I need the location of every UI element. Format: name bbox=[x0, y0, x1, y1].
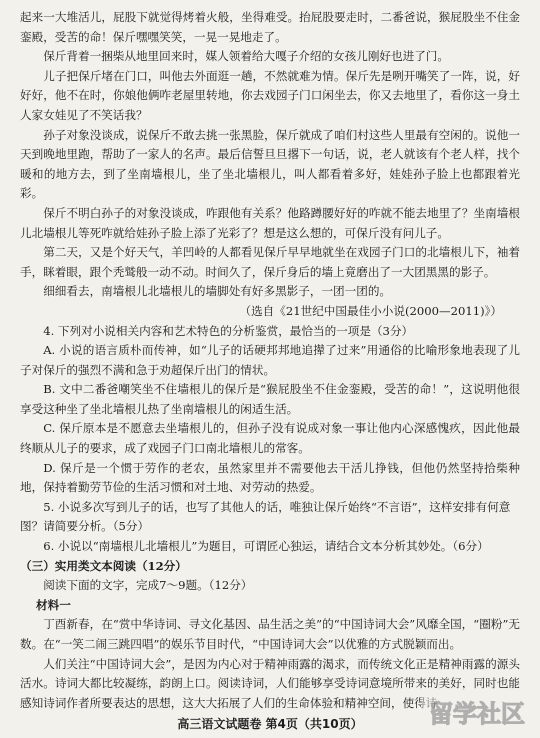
section-3-title: （三）实用类文本阅读（12分） bbox=[20, 558, 187, 573]
watermark-text: 留学社区 bbox=[429, 700, 525, 728]
story-paragraph: 儿子把保斤堵在门口，叫他去外面逛一趟，不然就难为情。保斤先是咧开嘴笑了一阵，说，好好好，他不在时，你娘他俩咋老屋里转地，你去戏园子门口闲坐去，你又去地里了，看你这一身土人家女娃见了不笑话我？ bbox=[20, 68, 520, 122]
story-paragraph: 保斤背着一捆柴从地里回来时，媒人领着给大嘎子介绍的女孩儿刚好也进了门。 bbox=[43, 49, 449, 64]
story-paragraph: 起来一大堆活儿，屁股下就觉得烤着火般，坐得难受。抬屁股要走时，二番爸说，猴屁股坐不住金銮殿，受苦的命！保斤嘿嘿笑笑，一晃一晃地走了。 bbox=[20, 10, 520, 44]
story-source: （选自《21世纪中国最佳小小说(2000—2011)》） bbox=[239, 303, 502, 318]
question-6: 6. 小说以“南墙根儿北墙根儿”为题目，可谓匠心独运，请结合文本分析其妙处。（6分） bbox=[43, 539, 489, 554]
question-4-option-b: B. 文中二番爸嘲笑坐不住墙根儿的保斤是“猴屁股坐不住金銮殿，受苦的命！”，这说明他很享受这种坐了坐北墙根儿热了坐南墙根儿的闲适生活。 bbox=[20, 382, 520, 416]
section-3-instruction: 阅读下面的文字，完成7～9题。（12分） bbox=[43, 578, 253, 593]
question-4-option-d: D. 保斤是一个惯于劳作的老农，虽然家里并不需要他去干活儿挣钱，但他仍然坚持拾柴种地，保持着勤劳节俭的生活习惯和对土地、对劳动的热爱。 bbox=[20, 460, 520, 495]
page-footer: 高三语文试题卷 第4页（共10页） bbox=[177, 717, 363, 731]
story-paragraph: 第二天，又是个好天气，羊凹岭的人都看见保斤早早地就坐在戏园子门口的北墙根儿下，袖着手，眯着眼，跟个秃鹫般一动不动。时间久了，保斤身后的墙上竟磨出了一大团黑黑的影子。 bbox=[20, 245, 520, 279]
material-label: 材料一 bbox=[36, 597, 71, 612]
story-paragraph: 细细看去，南墙根儿北墙根儿的墙脚处有好多黑影子，一团一团的。 bbox=[43, 284, 392, 299]
material-paragraph: 丁酉新春，在“赏中华诗词、寻文化基因、品生活之美”的“中国诗词大会”风靡全国，“圈粉”无数。在“一笑二闹三跳四唱”的娱乐节目时代，“中国诗词大会”以优雅的方式脱颖而出。 bbox=[20, 617, 520, 651]
watermark-logo-icon bbox=[422, 688, 532, 736]
story-paragraph: 保斤不明白孙子的对象没谈成，咋跟他有关系？他路蹲腰好好的咋就不能去地里了？坐南墙根儿北墙根儿等死咋就给娃孙子脸上添了光彩了？想是这么想的，可保斤没有问儿子。 bbox=[20, 205, 520, 240]
question-4: 4. 下列对小说相关内容和艺术特色的分析鉴赏，最恰当的一项是（3分） bbox=[43, 323, 414, 338]
question-5: 5. 小说多次写到儿子的话，也写了其他人的话，唯独让保斤始终“不言语”，这样安排有何意图？请简要分析。（5分） bbox=[20, 499, 511, 534]
story-paragraph: 孙子对象没谈成，说保斤不敢去挑一张黑脸，保斤就成了咱们村这些人里最有空闲的。说他一天到晚地里跑，帮助了一家人的名声。最后信誓旦旦撂下一句话，说，老人就该有个老人样，找个暖和的地方去，到了坐南墙根儿，坐了坐北墙根儿，叫人都看着多好，娃娃孙子脸上也都跟着光彩。 bbox=[20, 127, 520, 201]
question-4-option-c: C. 保斤原本是不愿意去坐墙根儿的，但孙子没有说成对象一事让他内心深感愧疚，因此他最终顺从儿子的要求，成了戏园子门口南北墙根儿的常客。 bbox=[20, 421, 520, 456]
question-4-option-a: A. 小说的语言质朴而传神，如“儿子的话硬邦邦地追撵了过来”用通俗的比喻形象地表现了儿子对保斤的强烈不满和急于劝超保斤出门的情状。 bbox=[20, 343, 520, 377]
material-paragraph: 人们关注“中国诗词大会”，是因为内心对于精神雨露的渴求，而传统文化正是精神雨露的源头活水。诗词大都比较凝练，韵朗上口。阅读诗词，人们能够享受诗词意境所带来的美好，同时也能感知诗词作者所要表达的思想，这大大拓展了人们的生命体验和精神空间，使得诗 bbox=[20, 656, 520, 710]
